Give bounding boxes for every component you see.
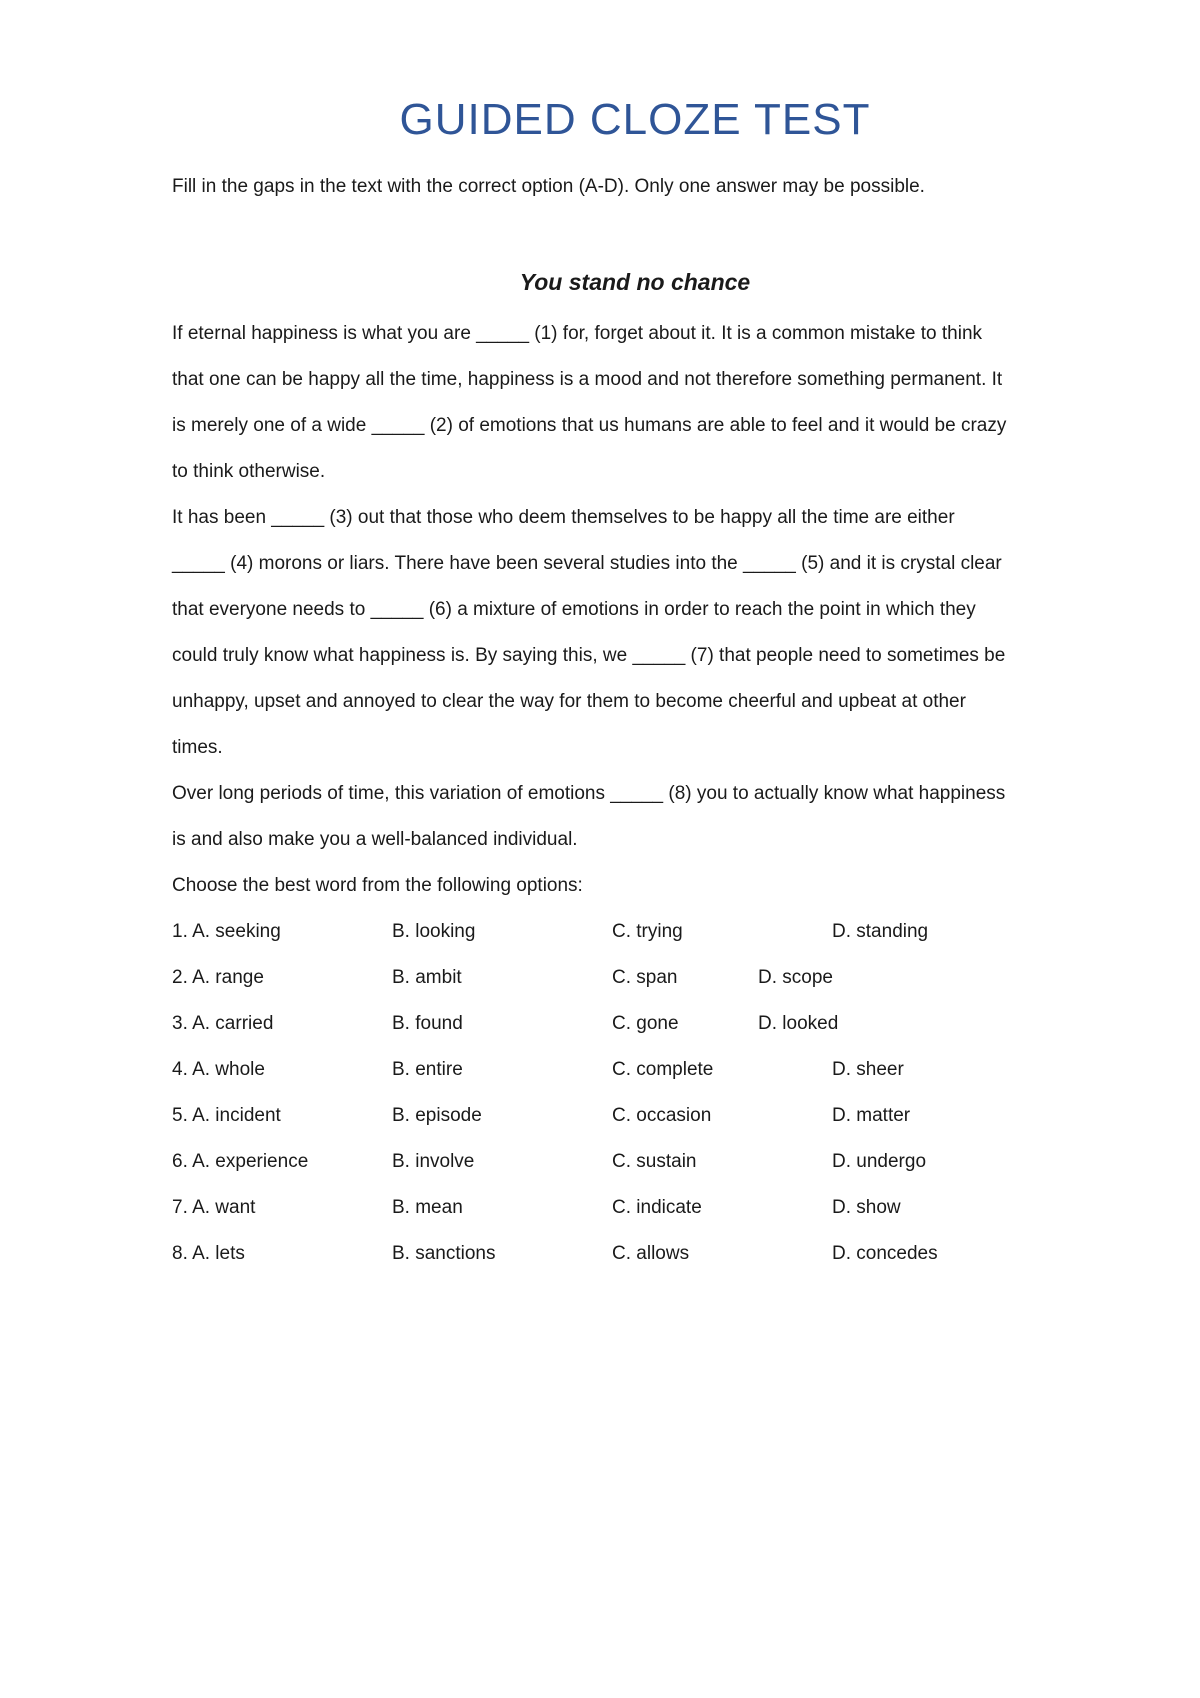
option-c: C. gone (612, 1013, 679, 1034)
option-b: B. mean (392, 1197, 463, 1218)
option-row-8 (172, 1231, 1072, 1277)
option-a: 3. A. carried (172, 1013, 274, 1034)
options-list (172, 909, 1072, 1277)
option-row-2 (172, 955, 1072, 1001)
option-a: 2. A. range (172, 967, 264, 988)
option-b: B. sanctions (392, 1243, 496, 1264)
story-title: You stand no chance (519, 269, 751, 295)
option-row-1 (172, 909, 1072, 955)
option-b: B. involve (392, 1151, 475, 1172)
option-a: 5. A. incident (172, 1105, 281, 1126)
options-heading: Choose the best word from the following options: (172, 875, 583, 896)
option-row-6 (172, 1139, 1072, 1185)
instructions-text: Fill in the gaps in the text with the correct option (A-D). Only one answer may be possible. (172, 176, 925, 197)
option-row-5 (172, 1093, 1072, 1139)
option-row-3 (172, 1001, 1072, 1047)
option-c: C. complete (612, 1059, 714, 1080)
option-d: D. standing (832, 921, 929, 942)
option-c: C. trying (612, 921, 683, 942)
option-c: C. span (612, 967, 678, 988)
option-d: D. show (832, 1197, 901, 1218)
option-b: B. found (392, 1013, 463, 1034)
option-b: B. entire (392, 1059, 463, 1080)
option-a: 4. A. whole (172, 1059, 265, 1080)
story-paragraph: If eternal happiness is what you are _____ (1) for, forget about it. It is a common mistake to think that one can be happy all the time, happiness is a mood and not therefore something permanent. It is merely one of a wide _____ (2) of emotions that us humans are able to feel and it would be crazy to think otherwise. (172, 323, 1007, 482)
option-row-7 (172, 1185, 1072, 1231)
option-c: C. allows (612, 1243, 690, 1264)
story-text (172, 311, 1012, 863)
story-paragraph: Over long periods of time, this variation of emotions _____ (8) you to actually know what happiness is and also make you a well-balanced individual. (172, 783, 1006, 850)
option-row-4 (172, 1047, 1072, 1093)
option-a: 6. A. experience (172, 1151, 309, 1172)
option-d: D. matter (832, 1105, 911, 1126)
option-a: 1. A. seeking (172, 921, 281, 942)
option-c: C. indicate (612, 1197, 702, 1218)
option-b: B. ambit (392, 967, 462, 988)
option-d: D. concedes (832, 1243, 938, 1264)
option-a: 7. A. want (172, 1197, 256, 1218)
option-c: C. occasion (612, 1105, 712, 1126)
option-c: C. sustain (612, 1151, 697, 1172)
option-b: B. episode (392, 1105, 482, 1126)
page-title: GUIDED CLOZE TEST (399, 95, 871, 144)
option-d: D. sheer (832, 1059, 904, 1080)
story-paragraph: It has been _____ (3) out that those who deem themselves to be happy all the time are either _____ (4) morons or liars. There have been several studies into the _____ (5) and it is crystal clear that everyone needs to _____ (6) a mixture of emotions in order to reach the point in which they could truly know what happiness is. By saying this, we _____ (7) that people need to sometimes be unhappy, upset and annoyed to clear the way for them to become cheerful and upbeat at other times. (172, 507, 1006, 758)
option-d: D. undergo (832, 1151, 927, 1172)
option-b: B. looking (392, 921, 476, 942)
option-d: D. looked (758, 1013, 839, 1034)
option-a: 8. A. lets (172, 1243, 245, 1264)
option-d: D. scope (758, 967, 833, 988)
